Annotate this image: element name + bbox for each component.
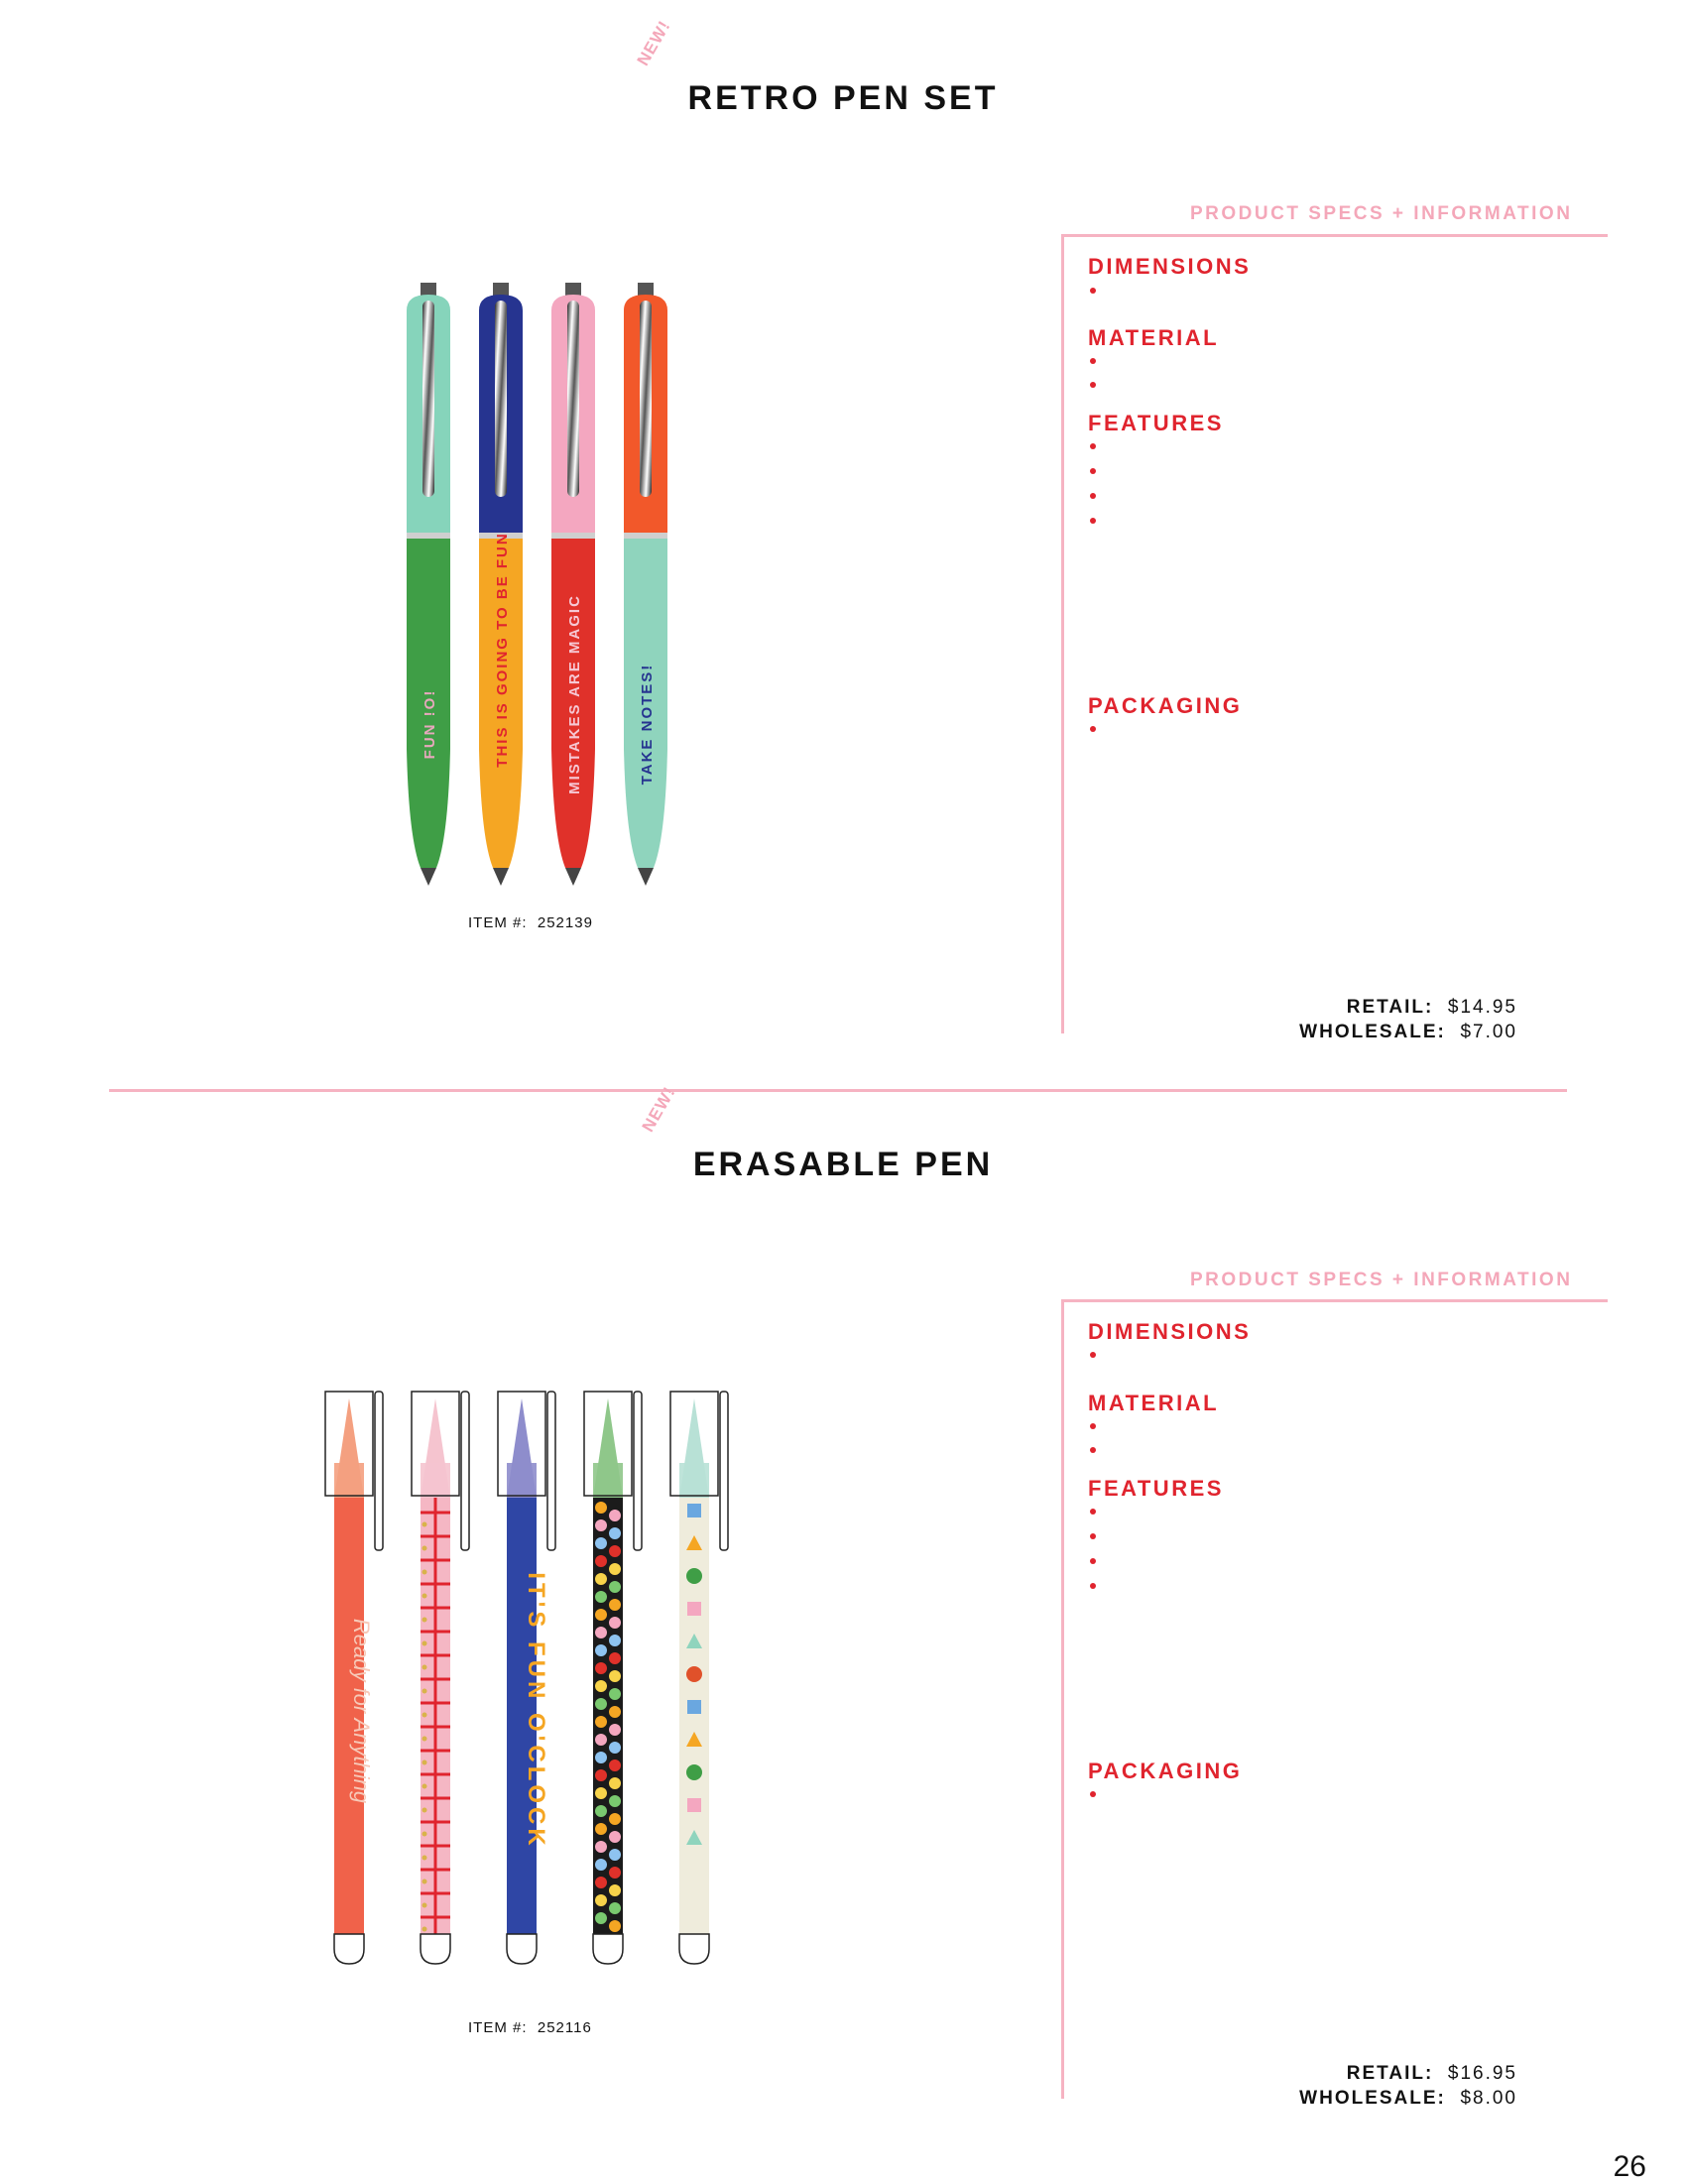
wholesale-value: $7.00 [1460,1022,1517,1042]
bullet [1090,1558,1096,1564]
erasable-pen [670,1392,728,1964]
specs-heading: PRODUCT SPECS + INFORMATION [1190,203,1573,224]
features-label: FEATURES [1088,411,1224,435]
pen-text: THIS IS GOING TO BE FUN [494,532,511,768]
specs-heading: PRODUCT SPECS + INFORMATION [1190,1270,1573,1290]
material-label: MATERIAL [1088,325,1220,350]
product-title-text: ERASABLE PEN [692,1146,994,1183]
retro-pen [551,283,595,886]
item-number [468,914,593,931]
features-label: FEATURES [1088,1476,1224,1501]
new-badge: NEW! [633,17,674,69]
packaging-label: PACKAGING [1088,1759,1243,1783]
section-divider [109,1089,1567,1092]
specs-panel [1061,1299,1608,2099]
item-value: 252116 [537,2019,592,2036]
bullet [1090,1791,1096,1797]
bullet [1090,1583,1096,1589]
product-title-text: RETRO PEN SET [687,79,999,117]
erasable-pen [584,1392,642,1964]
wholesale-label: WHOLESALE: [1299,1022,1446,1042]
retro-pen [624,283,667,886]
retail-label: RETAIL: [1346,997,1434,1018]
retail-value: $16.95 [1447,2063,1517,2084]
material-label: MATERIAL [1088,1391,1220,1415]
item-number [468,2019,592,2036]
wholesale-value: $8.00 [1460,2088,1517,2109]
bullet [1090,1509,1096,1515]
erasable-pen [412,1392,469,1964]
bullet [1090,1447,1096,1453]
wholesale-price [1190,1022,1517,1043]
retail-value: $14.95 [1447,997,1517,1018]
item-label: ITEM #: [468,914,528,931]
dimensions-label: DIMENSIONS [1088,1319,1252,1344]
page-number: 26 [1613,2150,1646,2183]
bullet [1090,288,1096,294]
bullet [1090,443,1096,449]
bullet [1090,358,1096,364]
pen-text: TAKE NOTES! [639,663,656,786]
retro-pen [407,283,450,886]
retail-price [1190,2063,1517,2085]
erasable-pen-image [317,1384,754,2018]
bullet [1090,1533,1096,1539]
erasable-pen-title [0,1083,1686,1184]
pen-text: IT'S FUN O'CLOCK [523,1572,549,1850]
wholesale-label: WHOLESALE: [1299,2088,1446,2109]
dimensions-label: DIMENSIONS [1088,254,1252,279]
bullet [1090,518,1096,524]
erasable-pen [498,1392,555,1964]
retro-pen-set-title [0,17,1686,118]
packaging-label: PACKAGING [1088,693,1243,718]
retail-label: RETAIL: [1346,2063,1434,2084]
pen-text: MISTAKES ARE MAGIC [566,594,583,794]
bullet [1090,1352,1096,1358]
bullet [1090,468,1096,474]
item-label: ITEM #: [468,2019,528,2036]
wholesale-price [1190,2088,1517,2110]
bullet [1090,493,1096,499]
bullet [1090,1423,1096,1429]
erasable-pen [325,1392,383,1964]
bullet [1090,726,1096,732]
bullet [1090,382,1096,388]
specs-panel [1061,234,1608,1033]
pen-text: FUN !O! [422,688,438,760]
retail-price [1190,997,1517,1019]
retro-pen-set-image [387,283,704,898]
pen-text: Ready for Anything [349,1618,374,1804]
retro-pen [479,283,523,886]
new-badge: NEW! [638,1083,679,1136]
item-value: 252139 [537,914,593,931]
